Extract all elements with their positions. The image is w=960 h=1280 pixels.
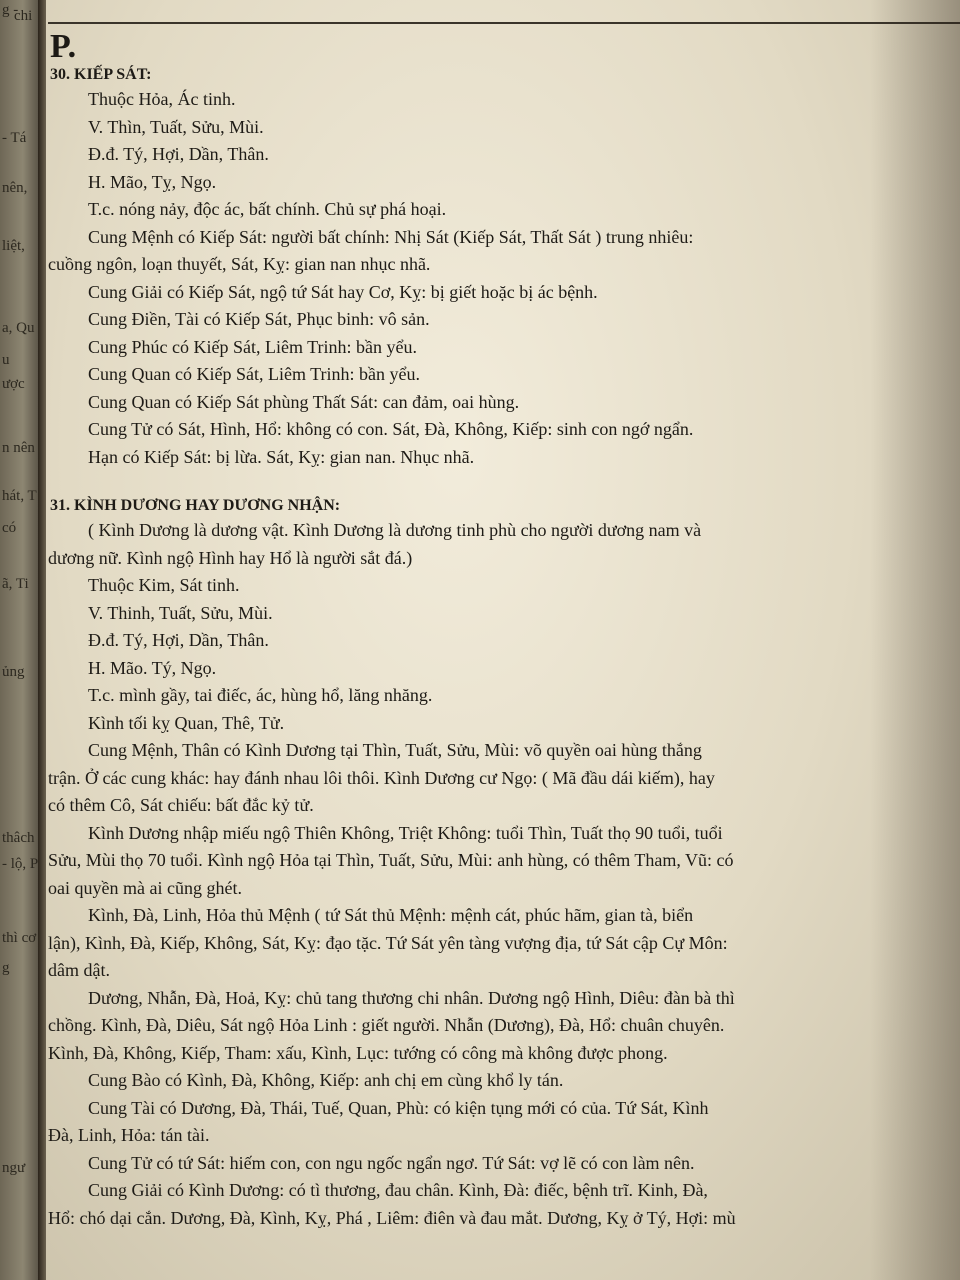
- left-fragment: - lộ, P: [2, 856, 38, 872]
- book-page: [46, 0, 960, 1280]
- text-line: Thuộc Hỏa, Ác tinh.: [88, 89, 236, 109]
- text-line: oai quyền mà ai cũng ghét.: [48, 877, 242, 898]
- text-line: Kình, Đà, Linh, Hỏa thủ Mệnh ( tứ Sát thủ Mệnh: mệnh cát, phúc hãm, gian tà, biển: [88, 905, 694, 925]
- text-line: Cung Quan có Kiếp Sát phùng Thất Sát: can đảm, oai hùng.: [88, 391, 520, 412]
- left-page-edge: [0, 0, 38, 1280]
- header-rule: [48, 22, 960, 24]
- left-fragment: ủng: [2, 664, 25, 680]
- text-line: cuồng ngôn, loạn thuyết, Sát, Kỵ: gian nan nhục nhã.: [48, 254, 431, 274]
- left-fragment: g -: [2, 2, 19, 18]
- left-fragment: thâch: [2, 830, 35, 846]
- page-letter: P.: [50, 28, 77, 65]
- text-line: trận. Ở các cung khác: hay đánh nhau lôi thôi. Kình Dương cư Ngọ: ( Mã đầu dái kiếm), hay: [48, 767, 715, 788]
- text-line: Cung Giải có Kiếp Sát, ngộ tứ Sát hay Cơ, Kỵ: bị giết hoặc bị ác bệnh.: [88, 281, 598, 302]
- text-line: có thêm Cô, Sát chiếu: bất đắc kỷ tử.: [48, 795, 314, 815]
- text-line: Hạn có Kiếp Sát: bị lừa. Sát, Kỵ: gian nan. Nhục nhã.: [88, 446, 475, 467]
- left-fragment: a, Qu: [2, 320, 35, 336]
- book-gutter: [38, 0, 46, 1280]
- text-line: Kình tối kỵ Quan, Thê, Tử.: [88, 712, 285, 733]
- text-line: Cung Mệnh có Kiếp Sát: người bất chính: Nhị Sát (Kiếp Sát, Thất Sát ) trung nhiêu:: [88, 226, 694, 247]
- left-fragment: liệt,: [2, 238, 25, 254]
- text-line: H. Mão, Tỵ, Ngọ.: [88, 171, 217, 192]
- text-line: Cung Tử có Sát, Hình, Hổ: không có con. Sát, Đà, Không, Kiếp: sinh con ngớ ngẩn.: [88, 419, 694, 439]
- text-line: Cung Quan có Kiếp Sát, Liêm Trinh: bần yểu.: [88, 364, 420, 384]
- text-line: chồng. Kình, Đà, Diêu, Sát ngộ Hỏa Linh : giết người. Nhẫn (Dương), Đà, Hổ: chuân chuyên.: [48, 1015, 725, 1035]
- section-heading: 30. KIẾP SÁT:: [50, 66, 152, 83]
- text-line: Cung Phúc có Kiếp Sát, Liêm Trinh: bần yểu.: [88, 336, 417, 357]
- left-fragment: g: [2, 960, 10, 976]
- left-fragment: ược: [2, 376, 25, 392]
- text-line: T.c. mình gầy, tai điếc, ác, hùng hổ, lăng nhăng.: [88, 685, 433, 705]
- text-line: lận), Kình, Đà, Kiếp, Không, Sát, Kỵ: đạo tặc. Tứ Sát yên tàng vượng địa, tứ Sát cập Cự Môn:: [48, 932, 728, 953]
- left-fragment: ngư: [2, 1160, 26, 1176]
- left-fragment: - Tá: [2, 130, 27, 146]
- text-line: Cung Tài có Dương, Đà, Thái, Tuế, Quan, Phù: có kiện tụng mới có của. Tứ Sát, Kình: [88, 1097, 709, 1118]
- text-line: ( Kình Dương là dương vật. Kình Dương là dương tinh phù cho người dương nam và: [88, 520, 702, 540]
- text-line: Cung Mệnh, Thân có Kình Dương tại Thìn, Tuất, Sửu, Mùi: võ quyền oai hùng thắng: [88, 740, 702, 760]
- text-line: H. Mão. Tý, Ngọ.: [88, 657, 217, 678]
- text-line: dương nữ. Kình ngộ Hình hay Hổ là người sắt đá.): [48, 547, 413, 568]
- text-line: V. Thinh, Tuất, Sửu, Mùi.: [88, 602, 273, 623]
- text-line: dâm dật.: [48, 960, 110, 980]
- left-fragment: thì cơ: [2, 930, 37, 946]
- text-line: Cung Giải có Kình Dương: có tì thương, đau chân. Kình, Đà: điếc, bệnh trĩ. Kinh, Đà,: [88, 1180, 708, 1200]
- text-line: Đà, Linh, Hỏa: tán tài.: [48, 1125, 210, 1145]
- left-fragment: nên,: [2, 180, 28, 196]
- text-line: Sửu, Mùi thọ 70 tuổi. Kình ngộ Hỏa tại Thìn, Tuất, Sửu, Mùi: anh hùng, có thêm Tham, Vũ: có: [48, 850, 734, 870]
- left-fragment: chi: [14, 8, 33, 24]
- text-line: T.c. nóng nảy, độc ác, bất chính. Chủ sự phá hoại.: [88, 199, 447, 219]
- text-line: Kình, Đà, Không, Kiếp, Tham: xấu, Kình, Lục: tướng có công mà không được phong.: [48, 1042, 668, 1063]
- left-fragment: có: [2, 520, 17, 536]
- text-line: Cung Bào có Kình, Đà, Không, Kiếp: anh chị em cùng khổ ly tán.: [88, 1070, 564, 1090]
- text-line: Thuộc Kim, Sát tinh.: [88, 575, 240, 595]
- left-fragment: hát, T: [2, 488, 37, 504]
- text-line: V. Thìn, Tuất, Sửu, Mùi.: [88, 116, 264, 137]
- section-heading: 31. KÌNH DƯƠNG HAY DƯƠNG NHẬN:: [50, 497, 341, 514]
- section-gap: [46, 471, 896, 495]
- text-line: Đ.đ. Tý, Hợi, Dần, Thân.: [88, 630, 269, 650]
- text-line: Cung Điền, Tài có Kiếp Sát, Phục binh: vô sản.: [88, 309, 430, 329]
- left-fragment: ã, Ti: [2, 576, 29, 592]
- text-line: Cung Tử có tứ Sát: hiếm con, con ngu ngốc ngẩn ngơ. Tứ Sát: vợ lẽ có con làm nên.: [88, 1152, 695, 1173]
- page-content: [46, 64, 896, 1232]
- text-line: Dương, Nhẫn, Đà, Hoả, Kỵ: chủ tang thương chi nhân. Dương ngộ Hình, Diêu: đàn bà thì: [88, 987, 735, 1008]
- left-fragment: n nên: [2, 440, 35, 456]
- text-line: Hổ: chó dại cắn. Dương, Đà, Kình, Kỵ, Phá , Liêm: điên và đau mắt. Dương, Kỵ ở Tý, Hợi: mù: [48, 1207, 736, 1228]
- left-fragment: u: [2, 352, 10, 368]
- text-line: Kình Dương nhập miếu ngộ Thiên Không, Triệt Không: tuổi Thìn, Tuất thọ 90 tuổi, tuổi: [88, 822, 723, 843]
- text-line: Đ.đ. Tý, Hợi, Dần, Thân.: [88, 144, 269, 164]
